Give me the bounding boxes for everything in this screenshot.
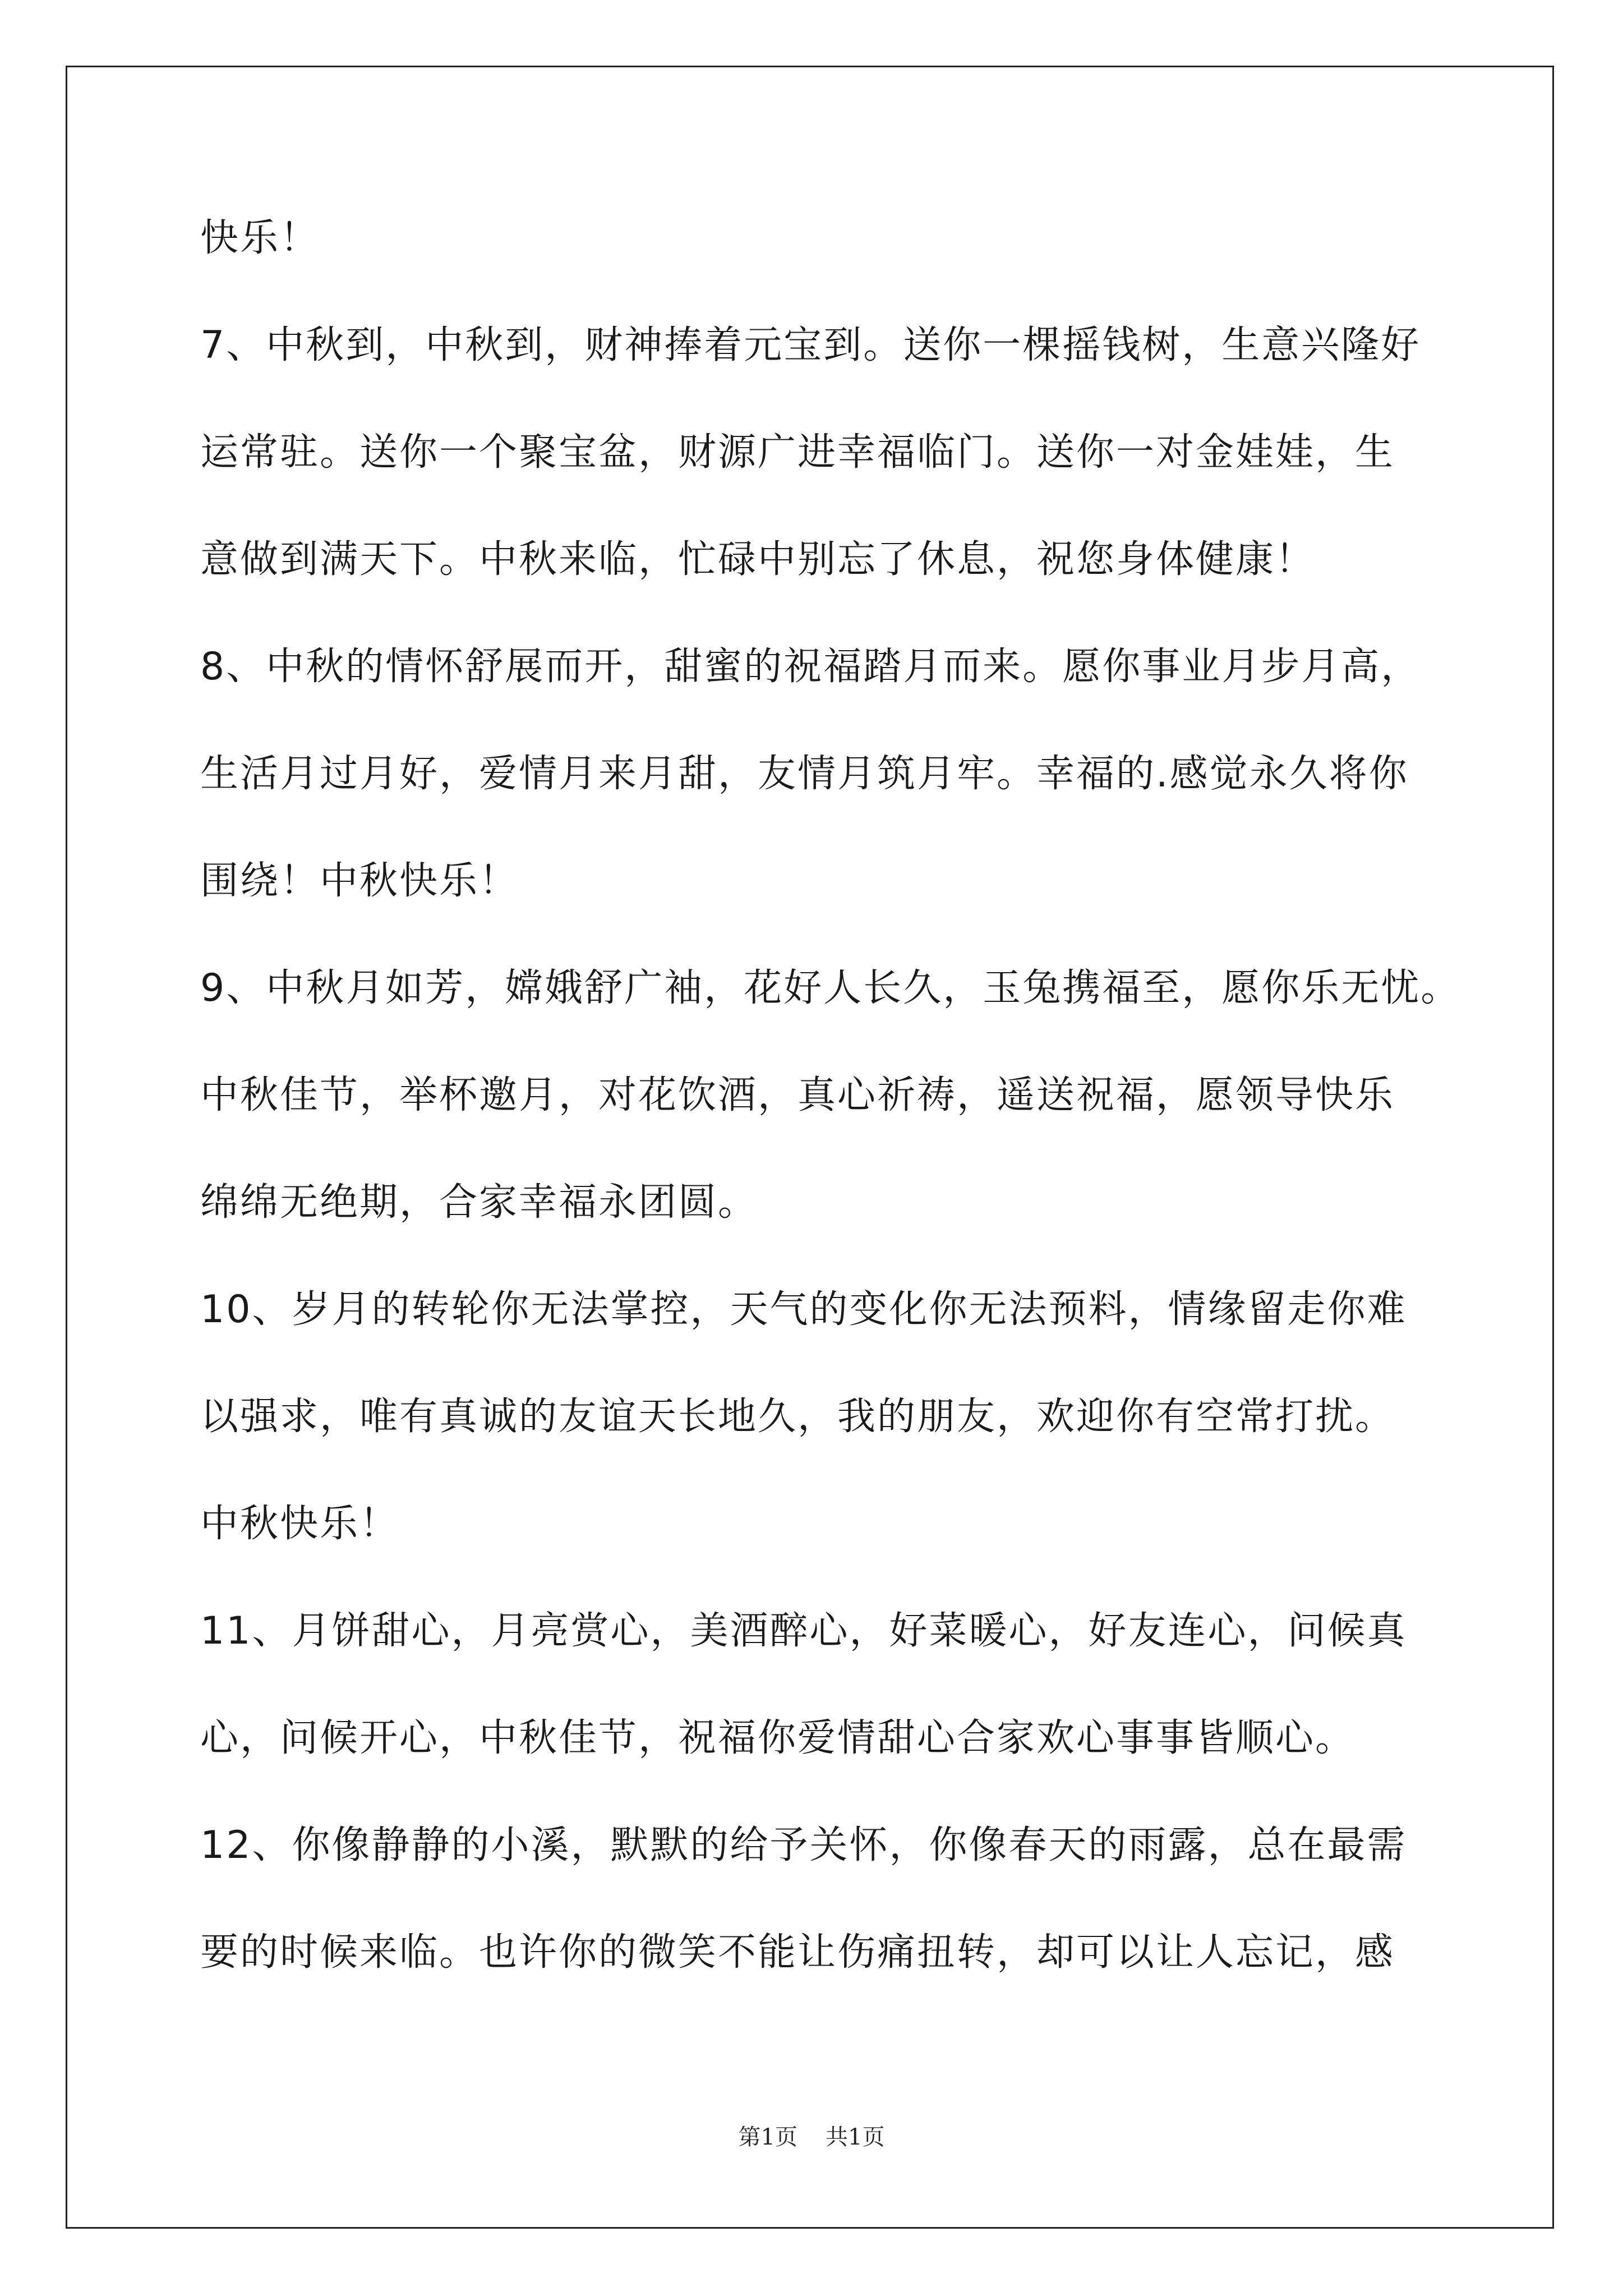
- text-line: 8、中秋的情怀舒展而开，甜蜜的祝福踏月而来。愿你事业月步月高，: [200, 645, 1421, 689]
- text-line: 运常驻。送你一个聚宝盆，财源广进幸福临门。送你一对金娃娃，生: [200, 430, 1395, 475]
- text-line: 要的时候来临。也许你的微笑不能让伤痛扭转，却可以让人忘记，感: [200, 1930, 1395, 1975]
- text-line: 心，问候开心，中秋佳节，祝福你爱情甜心合家欢心事事皆顺心。: [200, 1716, 1355, 1760]
- text-line: 生活月过月好，爱情月来月甜，友情月筑月牢。幸福的.感觉永久将你: [200, 752, 1409, 796]
- text-line: 中秋快乐！: [200, 1502, 400, 1546]
- text-line: 中秋佳节，举杯邀月，对花饮酒，真心祈祷，遥送祝福，愿领导快乐: [200, 1073, 1395, 1117]
- page-footer: [0, 2120, 1623, 2154]
- text-line: 7、中秋到，中秋到，财神捧着元宝到。送你一棵摇钱树，生意兴隆好: [200, 323, 1421, 367]
- text-line: 绵绵无绝期，合家幸福永团圆。: [200, 1180, 758, 1225]
- page-number-current: 第1页: [738, 2124, 797, 2150]
- text-line: 10、岁月的转轮你无法掌控，天气的变化你无法预料，情缘留走你难: [200, 1287, 1407, 1332]
- text-line: 围绕！中秋快乐！: [200, 859, 519, 903]
- page-number-total: 共1页: [826, 2124, 885, 2150]
- text-line: 9、中秋月如芳，嫦娥舒广袖，花好人长久，玉兔携福至，愿你乐无忧。: [200, 966, 1461, 1010]
- text-line: 意做到满天下。中秋来临，忙碌中别忘了休息，祝您身体健康！: [200, 537, 1316, 582]
- text-line: 12、你像静静的小溪，默默的给予关怀，你像春天的雨露，总在最需: [200, 1823, 1407, 1867]
- text-line: 快乐！: [200, 216, 320, 260]
- text-line: 11、月饼甜心，月亮赏心，美酒醉心，好菜暖心，好友连心，问候真: [200, 1609, 1407, 1653]
- text-line: 以强求，唯有真诚的友谊天长地久，我的朋友，欢迎你有空常打扰。: [200, 1395, 1395, 1439]
- page-border: [66, 66, 1554, 2229]
